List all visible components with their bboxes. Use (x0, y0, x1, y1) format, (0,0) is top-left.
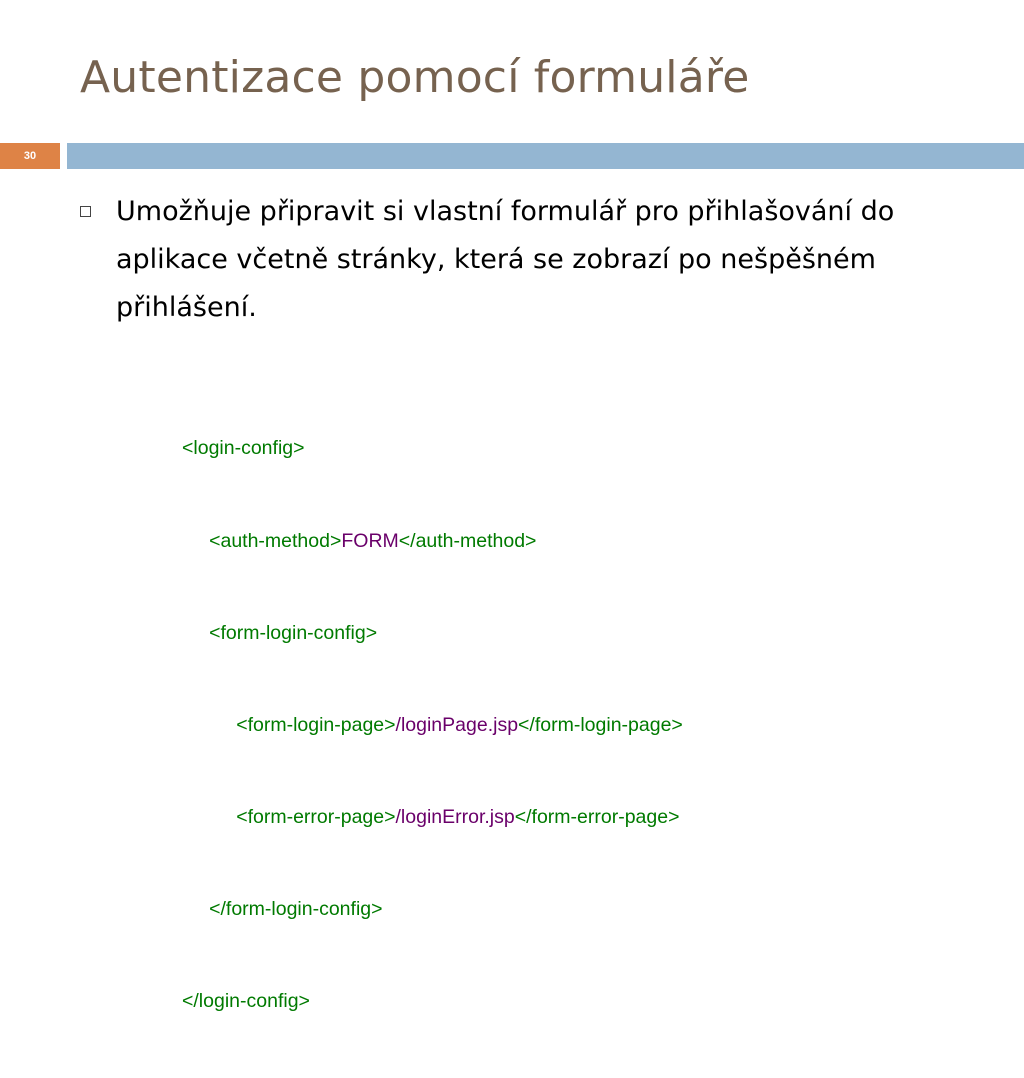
code-line (182, 618, 683, 649)
code-tag: <login-config> (182, 437, 305, 460)
code-tag: </auth-method> (398, 529, 537, 552)
code-tag: <form-login-config> (209, 621, 378, 644)
code-tag: <auth-method> (209, 529, 342, 552)
hollow-square-bullet-icon (80, 206, 91, 217)
code-value: FORM (341, 529, 399, 552)
slide-title: Autentizace pomocí formuláře (80, 52, 750, 103)
code-value: /loginPage.jsp (395, 713, 519, 736)
code-value: /loginError.jsp (395, 805, 515, 828)
code-indent (182, 622, 209, 644)
code-indent (182, 530, 209, 552)
slide-number: 30 (23, 150, 37, 162)
code-line (182, 894, 683, 925)
code-line (182, 802, 683, 833)
title-accent-bar (67, 143, 1024, 169)
code-tag: </login-config> (182, 989, 310, 1012)
code-tag: <form-error-page> (236, 805, 396, 828)
code-line (182, 433, 683, 464)
code-tag: <form-login-page> (236, 713, 396, 736)
code-line (182, 710, 683, 741)
code-indent (182, 714, 236, 736)
slide-number-badge (0, 143, 60, 169)
code-tag: </form-login-page> (518, 713, 683, 736)
code-snippet (182, 372, 683, 1078)
code-indent (182, 898, 209, 920)
code-tag: </form-login-config> (209, 897, 383, 920)
code-line (182, 526, 683, 557)
code-line (182, 986, 683, 1017)
bullet-text: Umožňuje připravit si vlastní formulář pro přihlašování do aplikace včetně stránky, která se zobrazí po nešpěšném přihlášení. (116, 196, 895, 323)
code-tag: </form-error-page> (514, 805, 680, 828)
code-indent (182, 806, 236, 828)
